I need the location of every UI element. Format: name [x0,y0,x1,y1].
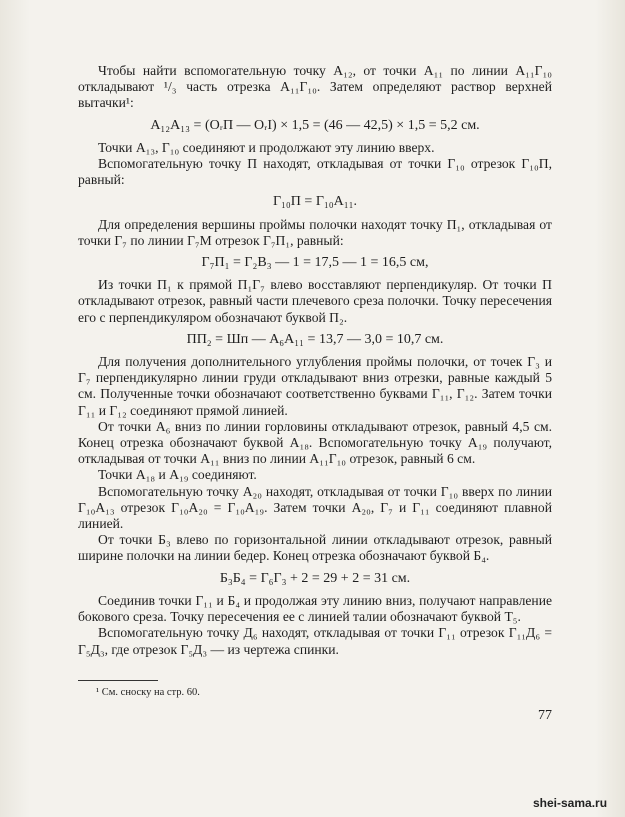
paragraph: Точки A₁₈ и A₁₉ соединяют. [98,467,257,483]
paragraph: От точки Б₃ влево по горизонтальной линии откладывают отрезок, равный ширине полочки на линии бедер. Конец отрезка обозначают буквой Б₄. [78,532,552,564]
formula: Г₁₀П = Г₁₀A₁₁. [272,194,358,210]
paragraph: Из точки П₁ к прямой П₁Г₇ влево восставляют перпендикуляр. От точки П откладывают отрезок, равный части плечевого среза полочки. Точку пересечения его с перпендикуляром обозначают буквой П₂. [78,277,552,325]
paragraph: Чтобы найти вспомогательную точку A₁₂, от точки A₁₁ по линии A₁₁Г₁₀ откладывают ¹/₃ часть отрезка A₁₁Г₁₀. Затем определяют раствор верхней вытачки¹: [78,63,552,111]
formula: A₁₂A₁₃ = (OᵣП — OᵣI) × 1,5 = (46 — 42,5) × 1,5 = 5,2 см. [150,117,480,133]
paragraph: Вспомогательную точку П находят, откладывая от точки Г₁₀ отрезок Г₁₀П, равный: [78,156,552,188]
watermark: shei-sama.ru [533,796,608,810]
paragraph: Вспомогательную точку A₂₀ находят, откладывая от точки Г₁₀ вверх по линии Г₁₀A₁₃ отрезок Г₁₀A₂₀ = Г₁₀A₁₉. Затем точки A₂₀, Г₇ и Г₁₁ соединяют плавной линией. [78,483,552,532]
formula: Г₇П₁ = Г₂В₃ — 1 = 17,5 — 1 = 16,5 см, [201,255,429,271]
body-text [78,63,552,658]
footnote: ¹ См. сноску на стр. 60. [96,687,200,698]
paragraph: Соединив точки Г₁₁ и Б₄ и продолжая эту линию вниз, получают направление бокового среза. Точку пересечения ее с линией талии обозначают буквой Т₅. [78,592,552,625]
page-number: 77 [538,708,552,723]
paragraph: Вспомогательную точку Д₆ находят, откладывая от точки Г₁₁ отрезок Г₁₁Д₆ = Г₅Д₃, где отрезок Г₅Д₃ — из чертежа спинки. [78,625,552,657]
formula: Б₃Б₄ = Г₆Г₃ + 2 = 29 + 2 = 31 см. [219,570,411,586]
formula: ПП₂ = Шп — A₆A₁₁ = 13,7 — 3,0 = 10,7 см. [186,331,444,347]
paragraph: Для получения дополнительного углубления проймы полочки, от точек Г₃ и Г₇ перпендикулярно линии груди откладывают вниз отрезки, равные каждый 5 см. Полученные точки обозначают соответственно буквами Г₁₁, Г₁₂. Затем точки Г₁₁ и Г₁₂ соединяют прямой линией. [78,354,552,418]
footnote-divider [78,680,158,681]
paragraph: Для определения вершины проймы полочки находят точку П₁, откладывая от точки Г₇ по линии Г₇М отрезок Г₇П₁, равный: [78,216,552,248]
paragraph: Точки A₁₃, Г₁₀ соединяют и продолжают эту линию вверх. [98,139,435,155]
paragraph: От точки A₆ вниз по линии горловины откладывают отрезок, равный 4,5 см. Конец отрезка обозначают буквой A₁₈. Вспомогательную точку A₁₉ получают, откладывая от точки A₁₁ вниз по линии A₁₁Г₁₀ отрезок, равный 6 см. [78,418,552,467]
